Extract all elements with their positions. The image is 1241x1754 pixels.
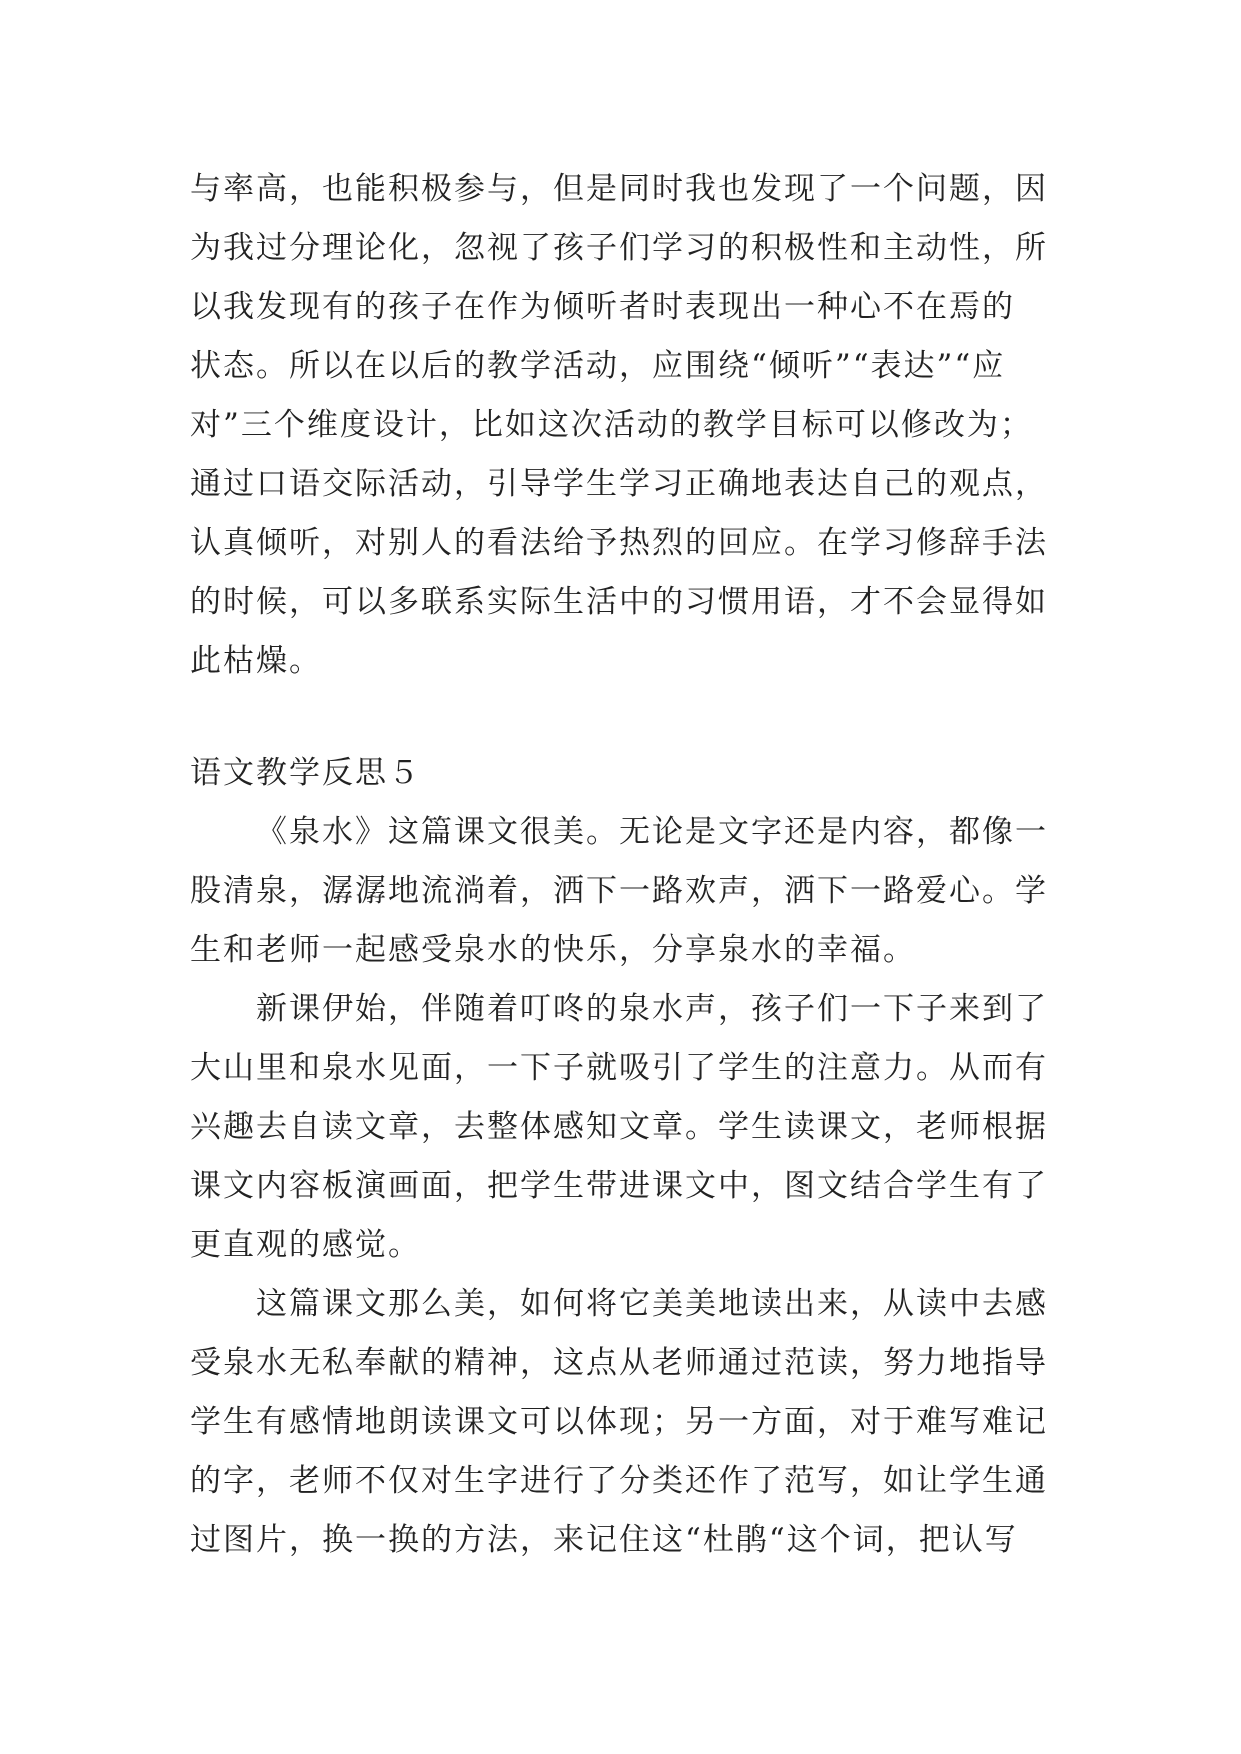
- paragraph-line: 此枯燥。: [190, 643, 322, 679]
- paragraph-line: 学生有感情地朗读课文可以体现；另一方面，对于难写难记: [190, 1404, 1048, 1440]
- paragraph-line: 认真倾听，对别人的看法给予热烈的回应。在学习修辞手法: [190, 525, 1048, 561]
- paragraph-line: 通过口语交际活动，引导学生学习正确地表达自己的观点，: [190, 466, 1048, 502]
- paragraph-line: 过图片，换一换的方法，来记住这“杜鹃“这个词，把认写: [190, 1522, 1018, 1558]
- section-heading: 语文教学反思５: [190, 755, 421, 791]
- paragraph-line: 股清泉，潺潺地流淌着，洒下一路欢声，洒下一路爱心。学: [190, 873, 1048, 909]
- paragraph-line: 对”三个维度设计，比如这次活动的教学目标可以修改为；: [190, 407, 1033, 443]
- paragraph-line: 为我过分理论化，忽视了孩子们学习的积极性和主动性，所: [190, 230, 1048, 266]
- paragraph-line: 《泉水》这篇课文很美。无论是文字还是内容，都像一: [256, 814, 1048, 850]
- paragraph-1: [190, 803, 1060, 980]
- paragraph-line: 的字，老师不仅对生字进行了分类还作了范写，如让学生通: [190, 1463, 1048, 1499]
- paragraph-line: 兴趣去自读文章，去整体感知文章。学生读课文，老师根据: [190, 1109, 1048, 1145]
- continued-paragraph: [190, 160, 1060, 691]
- paragraph-line: 与率高，也能积极参与，但是同时我也发现了一个问题，因: [190, 171, 1048, 207]
- paragraph-line: 生和老师一起感受泉水的快乐，分享泉水的幸福。: [190, 932, 916, 968]
- paragraph-line: 状态。所以在以后的教学活动，应围绕“倾听”“表达”“应: [190, 348, 1006, 384]
- paragraph-line: 这篇课文那么美，如何将它美美地读出来，从读中去感: [256, 1286, 1048, 1322]
- paragraph-line: 以我发现有的孩子在作为倾听者时表现出一种心不在焉的: [190, 289, 1015, 325]
- section-body: [190, 803, 1060, 1570]
- paragraph-line: 新课伊始，伴随着叮咚的泉水声，孩子们一下子来到了: [256, 991, 1048, 1027]
- paragraph-line: 课文内容板演画面，把学生带进课文中，图文结合学生有了: [190, 1168, 1048, 1204]
- paragraph-line: 的时候，可以多联系实际生活中的习惯用语，才不会显得如: [190, 584, 1048, 620]
- paragraph-line: 受泉水无私奉献的精神，这点从老师通过范读，努力地指导: [190, 1345, 1048, 1381]
- paragraph-3: [190, 1275, 1060, 1570]
- paragraph-line: 更直观的感觉。: [190, 1227, 421, 1263]
- paragraph-line: 大山里和泉水见面，一下子就吸引了学生的注意力。从而有: [190, 1050, 1048, 1086]
- paragraph-2: [190, 980, 1060, 1275]
